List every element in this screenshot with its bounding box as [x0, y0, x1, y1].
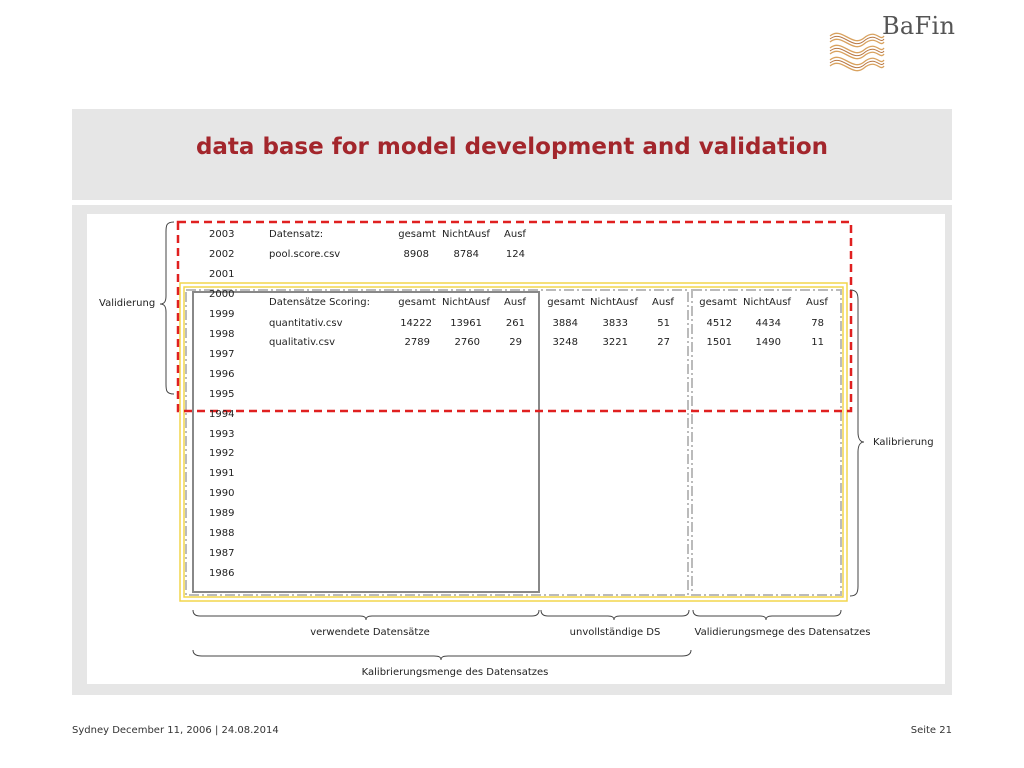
incomplete-header-nichtausf: NichtAusf	[590, 297, 638, 308]
validation-cell: 78	[811, 318, 824, 329]
page-number: Seite 21	[910, 725, 952, 736]
incomplete-cell: 3833	[602, 318, 628, 329]
incomplete-ds-brace	[541, 610, 689, 620]
year-label: 1986	[209, 568, 235, 580]
used-datasets-label: verwendete Datensätze	[310, 627, 430, 638]
year-label: 1992	[209, 448, 235, 460]
incomplete-cell: 3248	[552, 337, 578, 348]
scoring-row-gesamt: 14222	[400, 318, 432, 329]
incomplete-header-ausf: Ausf	[652, 297, 674, 308]
used-datasets-box	[193, 292, 539, 592]
pool-header-nichtausf: NichtAusf	[442, 229, 490, 240]
validation-cell: 11	[811, 337, 824, 348]
pool-label: Datensatz:	[269, 229, 324, 240]
year-label: 1988	[209, 528, 235, 540]
validation-header-ausf: Ausf	[806, 297, 828, 308]
year-label: 1997	[209, 348, 235, 360]
slide-title: data base for model development and validation	[195, 134, 829, 160]
validation-cell: 1501	[706, 337, 732, 348]
incomplete-header-gesamt: gesamt	[547, 297, 585, 308]
scoring-header-gesamt: gesamt	[398, 297, 436, 308]
year-label: 1995	[209, 388, 235, 400]
year-label: 2003	[209, 229, 235, 240]
scoring-row-file: quantitativ.csv	[269, 318, 343, 329]
scoring-row-file: qualitativ.csv	[269, 337, 336, 348]
pool-value-gesamt: 8908	[403, 249, 429, 260]
year-label: 2000	[209, 288, 235, 300]
scoring-row-ausf: 261	[505, 318, 525, 329]
validation-cell: 4512	[706, 318, 732, 329]
scoring-header-nichtausf: NichtAusf	[442, 297, 490, 308]
bafin-wordmark: BaFin	[882, 12, 956, 40]
year-label: 1991	[209, 468, 235, 480]
year-label: 1993	[209, 428, 235, 440]
scoring-row-gesamt: 2789	[404, 337, 430, 348]
year-label: 1990	[209, 488, 235, 500]
validation-subset-box	[692, 290, 841, 595]
validierung-brace	[160, 222, 174, 394]
scoring-row-nichtausf: 13961	[450, 318, 482, 329]
validation-header-gesamt: gesamt	[699, 297, 737, 308]
kalibrierung-label: Kalibrierung	[873, 437, 934, 448]
pool-value-nichtausf: 8784	[453, 249, 479, 260]
scoring-row-ausf: 29	[509, 337, 522, 348]
validierung-label: Validierung	[99, 298, 156, 309]
incomplete-ds-box	[186, 290, 688, 595]
incomplete-ds-label: unvollständige DS	[569, 627, 661, 638]
year-label: 1989	[209, 508, 235, 520]
validation-header-nichtausf: NichtAusf	[743, 297, 791, 308]
calibration-box	[180, 283, 847, 601]
year-label: 2001	[209, 268, 235, 280]
calibration-subset-brace	[193, 650, 691, 660]
year-label: 2002	[209, 248, 235, 260]
incomplete-cell: 27	[657, 337, 670, 348]
validation-cell: 4434	[755, 318, 781, 329]
year-label: 1994	[209, 408, 235, 420]
used-datasets-brace	[193, 610, 539, 620]
incomplete-cell: 3221	[602, 337, 628, 348]
scoring-header-ausf: Ausf	[504, 297, 526, 308]
incomplete-cell: 3884	[552, 318, 578, 329]
pool-file: pool.score.csv	[269, 249, 341, 260]
scoring-row-nichtausf: 2760	[454, 337, 480, 348]
calibration-subset-label: Kalibrierungsmenge des Datensatzes	[361, 667, 549, 678]
calibration-box-inner	[184, 287, 843, 597]
year-label: 1987	[209, 548, 235, 560]
year-label: 1999	[209, 308, 235, 320]
footer-date: Sydney December 11, 2006 | 24.08.2014	[72, 725, 279, 736]
pool-value-ausf: 124	[505, 249, 525, 260]
year-label: 1996	[209, 368, 235, 380]
year-label: 1998	[209, 328, 235, 340]
incomplete-cell: 51	[657, 318, 670, 329]
validation-cell: 1490	[755, 337, 781, 348]
pool-header-ausf: Ausf	[504, 229, 526, 240]
pool-header-gesamt: gesamt	[398, 229, 436, 240]
validation-subset-brace	[693, 610, 841, 620]
validation-subset-label: Validierungsmege des Datensatzes	[694, 627, 871, 638]
scoring-label: Datensätze Scoring:	[269, 297, 370, 308]
